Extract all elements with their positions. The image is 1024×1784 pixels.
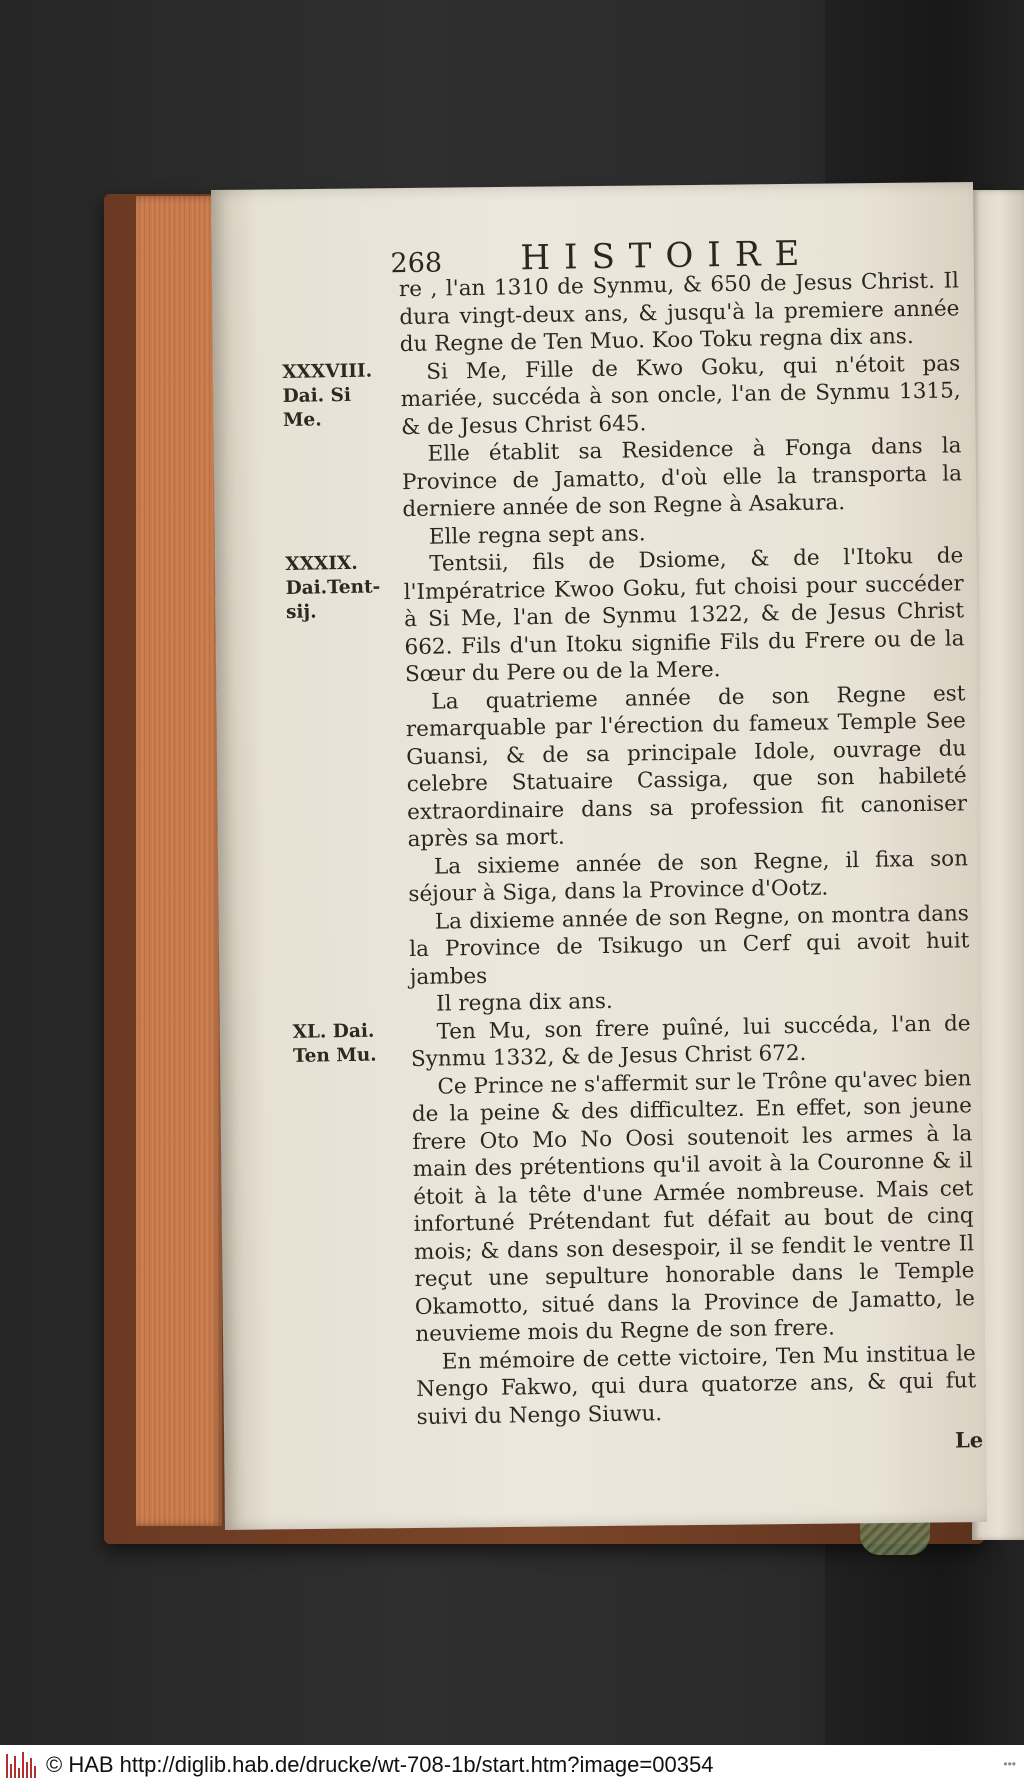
paragraph: La quatrieme année de son Regne est remarquable par l'érection du fameux Temple See Guansi, & de sa principale Idole, ouvrage du celebre Statuaire Cassiga, que son habileté extraordinaire dans sa profession fit canoniser après sa mort.: [405, 680, 968, 853]
page-number: 268: [390, 247, 443, 280]
attribution-link[interactable]: © HAB http://diglib.hab.de/drucke/wt-708-1b/start.htm?image=00354: [46, 1751, 714, 1777]
catchword: Le: [954, 1427, 984, 1453]
page-edges: [136, 196, 222, 1526]
page-text: [280, 219, 999, 1463]
entry-xl: [292, 1009, 998, 1432]
paragraph: La dixieme année de son Regne, on montra dans la Province de Tsikugo un Cerf qui avoit huit jambes: [409, 900, 970, 990]
margin-note: XXXIX. Dai.Tent-sij.: [285, 552, 381, 623]
hab-logo-icon: [6, 1752, 38, 1778]
paragraph: Elle établit sa Residence à Fonga dans la Province de Jamatto, d'où elle la transporta la derniere année de son Regne à Asakura.: [401, 433, 963, 523]
paragraph: re , l'an 1310 de Synmu, & 650 de Jesus Christ. Il dura vingt-deux ans, & jusqu'à la premiere année du Regne de Ten Muo. Koo Toku regna dix ans.: [398, 268, 960, 358]
paragraph: Si Me, Fille de Kwo Goku, qui n'étoit pas mariée, succéda à son oncle, l'an de Synmu 1315, & de Jesus Christ 645.: [400, 350, 961, 440]
margin-note: XL. Dai. Ten Mu.: [292, 1020, 377, 1067]
paragraph: Elle regna sept ans.: [428, 520, 646, 550]
margin-note: XXXVIII. Dai. Si Me.: [282, 360, 373, 431]
paragraph: Ce Prince ne s'affermit sur le Trône qu'avec bien de la peine & des difficultez. En effet, son jeune frere Oto Mo No Oosi soutenoit les armes à la main des prétentions qu'il avoit à la Couronne & il étoit à la tête d'une Armée nombreuse. Mais cet infortuné Prétendant fut défait au bout de cinq mois; & dans son desespoir, il se fendit le ventre Il reçut une sepulture honorable dans le Temple Okamotto, situé dans la Province de Jamatto, le neuvieme mois du Regne de son frere.: [411, 1065, 976, 1348]
paragraph: Tentsii, fils de Dsiome, & de l'Itoku de l'Impératrice Kwoo Goku, fut choisi pour succéder à Si Me, l'an de Synmu 1322, & de Jesus Christ 662. Fils d'un Itoku signifie Fils du Frere ou de la Sœur du Pere ou de la Mere.: [403, 543, 965, 688]
attribution-strip: [0, 1745, 1024, 1784]
entry-xxxviii: [282, 349, 985, 552]
entry-xxxix: [285, 542, 992, 1020]
paragraph: Il regna dix ans.: [435, 988, 613, 1017]
paragraph: La sixieme année de son Regne, il fixa son séjour à Siga, dans la Province d'Ootz.: [408, 845, 969, 908]
paragraph: Ten Mu, son frere puîné, lui succéda, l'an de Synmu 1332, & de Jesus Christ 672.: [410, 1010, 971, 1073]
entry-continuation: [281, 267, 982, 360]
strip-dots: •••: [1003, 1757, 1016, 1771]
paragraph: En mémoire de cette victoire, Ten Mu institua le Nengo Fakwo, qui dura quatorze ans, & qui fut suivi du Nengo Siuwu.: [416, 1340, 977, 1430]
page-title: HISTOIRE: [520, 233, 814, 279]
